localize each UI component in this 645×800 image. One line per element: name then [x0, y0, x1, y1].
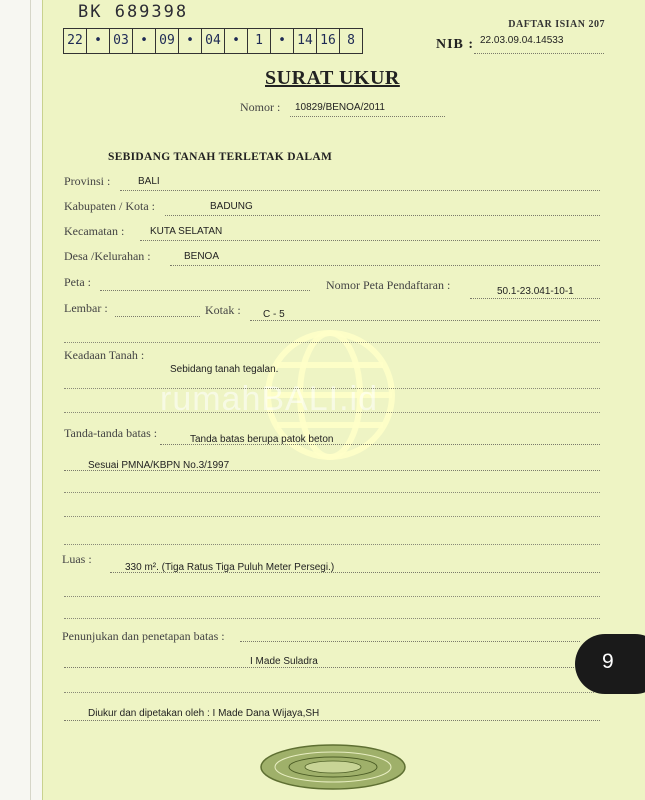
nomor-label: Nomor :	[240, 100, 281, 114]
code-box: 1	[248, 29, 271, 53]
code-box: 22	[64, 29, 87, 53]
luas-value: 330 m². (Tiga Ratus Tiga Puluh Meter Persegi.)	[125, 562, 335, 573]
page-number-badge	[575, 634, 645, 694]
tanda-batas-value-2: Sesuai PMNA/KBPN No.3/1997	[88, 460, 230, 471]
code-box: •	[133, 29, 156, 53]
lembar-label: Lembar :	[64, 301, 108, 315]
kabupaten-label: Kabupaten / Kota :	[64, 199, 155, 213]
keadaan-label: Keadaan Tanah :	[64, 348, 145, 362]
code-box: •	[179, 29, 202, 53]
provinsi-label: Provinsi :	[64, 174, 111, 188]
form-label: DAFTAR ISIAN 207	[508, 19, 605, 30]
watermark-text: rumahBALI.id	[160, 380, 378, 418]
code-box: •	[87, 29, 110, 53]
nomor-peta-value: 50.1-23.041-10-1	[497, 286, 574, 297]
code-box: 09	[156, 29, 179, 53]
code-box: •	[225, 29, 248, 53]
kelurahan-value: BENOA	[184, 251, 220, 262]
nib-value: 22.03.09.04.14533	[480, 35, 564, 46]
code-box: •	[271, 29, 294, 53]
keadaan-value: Sebidang tanah tegalan.	[170, 364, 279, 375]
nib-label: NIB :	[436, 37, 475, 52]
binding-strip	[0, 0, 42, 800]
code-box: 03	[110, 29, 133, 53]
document-title: SURAT UKUR	[265, 67, 400, 89]
nomor-peta-label: Nomor Peta Pendaftaran :	[326, 278, 451, 292]
kelurahan-label: Desa /Kelurahan :	[64, 249, 151, 263]
code-box: 16	[317, 29, 340, 53]
page-number: 9	[602, 650, 614, 673]
kotak-value: C - 5	[263, 309, 285, 320]
kabupaten-value: BADUNG	[210, 201, 253, 212]
tanda-batas-value-1: Tanda batas berupa patok beton	[190, 434, 334, 445]
luas-label: Luas :	[62, 552, 92, 566]
nomor-value: 10829/BENOA/2011	[295, 102, 385, 113]
kotak-label: Kotak :	[205, 303, 241, 317]
section-heading: SEBIDANG TANAH TERLETAK DALAM	[108, 151, 333, 163]
tanda-batas-label: Tanda-tanda batas :	[64, 426, 158, 440]
penunjukan-value: I Made Suladra	[250, 656, 318, 667]
code-boxes	[63, 28, 363, 54]
kecamatan-value: KUTA SELATAN	[150, 226, 223, 237]
diukur-value: Diukur dan dipetakan oleh : I Made Dana Wijaya,SH	[88, 708, 320, 719]
bk-number: BK 689398	[78, 2, 189, 22]
provinsi-value: BALI	[138, 176, 160, 187]
code-box: 14	[294, 29, 317, 53]
decorative-seal-icon	[258, 742, 408, 792]
code-box: 04	[202, 29, 225, 53]
kecamatan-label: Kecamatan :	[64, 224, 125, 238]
penunjukan-label: Penunjukan dan penetapan batas :	[62, 629, 225, 643]
peta-label: Peta :	[64, 275, 91, 289]
code-box: 8	[347, 33, 355, 48]
